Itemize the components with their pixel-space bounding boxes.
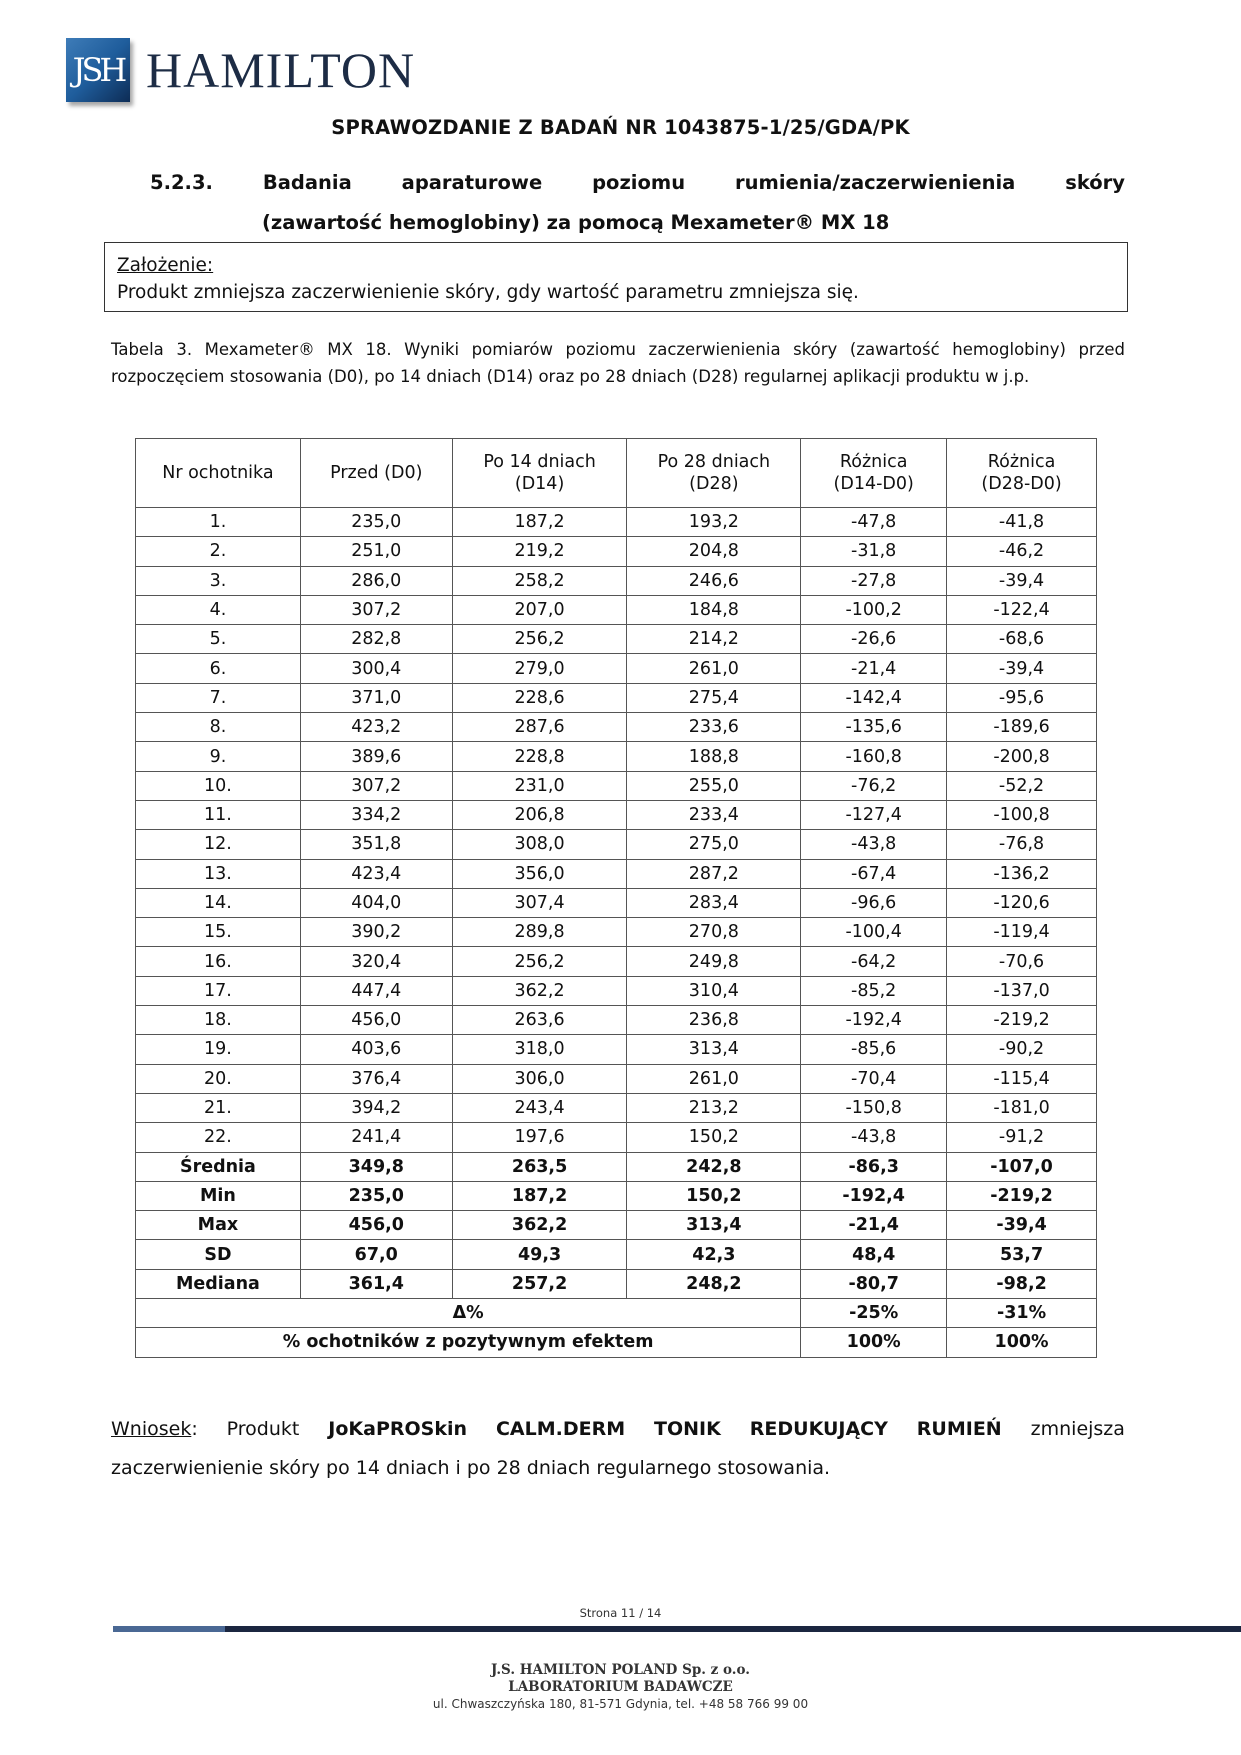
table-cell: 361,4 [300,1269,452,1298]
table-cell: 423,2 [300,713,452,742]
table-cell: -86,3 [801,1152,947,1181]
table-cell: 228,8 [452,742,627,771]
table-cell: -76,2 [801,771,947,800]
table-cell: -31% [947,1299,1097,1328]
table-cell: 389,6 [300,742,452,771]
table-caption: Tabela 3. Mexameter® MX 18. Wyniki pomiarów poziomu zaczerwienienia skóry (zawartość hemoglobiny) przed rozpoczęciem stosowania (D0), po 14 dniach (D14) oraz po 28 dniach (D28) regularnej aplikacji produktu w j.p. [111,340,1125,386]
conclusion-prefix: Produkt [226,1418,300,1440]
table-cell: -90,2 [947,1035,1097,1064]
column-header [947,439,1097,508]
section-heading-line2: (zawartość hemoglobiny) za pomocą Mexameter® MX 18 [262,211,890,234]
table-cell: -46,2 [947,537,1097,566]
table-cell: 376,4 [300,1064,452,1093]
table-cell: -160,8 [801,742,947,771]
section-heading-line1 [150,163,1125,203]
table-cell: -76,8 [947,830,1097,859]
table-cell: -136,2 [947,859,1097,888]
table-cell: -150,8 [801,1093,947,1122]
table-row [136,800,1097,829]
conclusion-line1 [111,1410,1125,1449]
table-cell: -137,0 [947,976,1097,1005]
column-header-line: (D14-D0) [833,474,914,494]
table-cell: -31,8 [801,537,947,566]
table-cell: 7. [136,683,301,712]
table-cell: SD [136,1240,301,1269]
table-cell: 48,4 [801,1240,947,1269]
table-cell: -181,0 [947,1093,1097,1122]
table-cell: -39,4 [947,1211,1097,1240]
table-cell: -80,7 [801,1269,947,1298]
table-cell: 20. [136,1064,301,1093]
table-cell: 256,2 [452,625,627,654]
table-cell: -189,6 [947,713,1097,742]
table-cell: 204,8 [627,537,801,566]
column-header-line: (D28) [689,474,739,494]
conclusion-suffix: zmniejsza [1030,1418,1125,1440]
table-cell: 18. [136,1006,301,1035]
table-cell: -68,6 [947,625,1097,654]
conclusion [111,1410,1125,1488]
column-header [300,439,452,508]
table-cell: 243,4 [452,1093,627,1122]
section-heading [150,163,1125,243]
table-cell: 187,2 [452,508,627,537]
table-cell: 351,8 [300,830,452,859]
table-row [136,1123,1097,1152]
table-cell: 4. [136,595,301,624]
table-cell: -27,8 [801,566,947,595]
table-cell: -85,6 [801,1035,947,1064]
table-cell: -21,4 [801,1211,947,1240]
table-cell: 207,0 [452,595,627,624]
table-cell: 231,0 [452,771,627,800]
table-cell: 275,0 [627,830,801,859]
table-cell: 100% [801,1328,947,1357]
table-cell: 22. [136,1123,301,1152]
footer-lab-name: LABORATORIUM BADAWCZE [508,1679,733,1695]
table-cell: 184,8 [627,595,801,624]
summary-row [136,1328,1097,1357]
table-cell: 187,2 [452,1181,627,1210]
table-cell: 313,4 [627,1035,801,1064]
table-cell: 233,6 [627,713,801,742]
table-cell: 283,4 [627,888,801,917]
table-cell: 270,8 [627,918,801,947]
table-cell: -67,4 [801,859,947,888]
table-cell: 423,4 [300,859,452,888]
conclusion-colon: : [191,1418,198,1440]
footer-company [0,1662,1241,1696]
table-cell: -26,6 [801,625,947,654]
table-cell: 197,6 [452,1123,627,1152]
product-name-word: RUMIEŃ [916,1418,1002,1440]
table-cell: -119,4 [947,918,1097,947]
table-row [136,830,1097,859]
footer-divider-accent [113,1626,225,1632]
results-table [135,438,1097,1358]
table-cell: 17. [136,976,301,1005]
table-cell: 5. [136,625,301,654]
table-cell: 233,4 [627,800,801,829]
table-cell: 49,3 [452,1240,627,1269]
table-cell: -219,2 [947,1181,1097,1210]
table-cell: 263,5 [452,1152,627,1181]
table-row [136,888,1097,917]
table-cell: 235,0 [300,1181,452,1210]
table-cell: -47,8 [801,508,947,537]
table-cell: 219,2 [452,537,627,566]
table-cell: 13. [136,859,301,888]
table-cell: 3. [136,566,301,595]
stat-row [136,1211,1097,1240]
table-cell: 241,4 [300,1123,452,1152]
table-cell: -21,4 [801,654,947,683]
section-title-word: skóry [1065,171,1125,194]
table-row [136,859,1097,888]
table-row [136,947,1097,976]
table-cell: 356,0 [452,859,627,888]
section-title-word: poziomu [592,171,686,194]
table-cell: -95,6 [947,683,1097,712]
table-cell: -52,2 [947,771,1097,800]
table-cell: Δ% [136,1299,801,1328]
table-cell: 14. [136,888,301,917]
section-title-word: Badania [262,171,352,194]
table-cell: 255,0 [627,771,801,800]
section-number: 5.2.3. [150,171,213,194]
table-row [136,1064,1097,1093]
table-cell: 362,2 [452,1211,627,1240]
column-header-line: (D14) [514,474,565,494]
table-cell: 318,0 [452,1035,627,1064]
stat-row [136,1152,1097,1181]
conclusion-line2: zaczerwienienie skóry po 14 dniach i po 28 dniach regularnego stosowania. [111,1457,831,1479]
column-header-line: Po 28 dniach [657,452,771,472]
table-cell: 213,2 [627,1093,801,1122]
footer-divider [113,1626,1241,1632]
table-cell: 256,2 [452,947,627,976]
table-cell: 371,0 [300,683,452,712]
table-row [136,771,1097,800]
table-cell: 2. [136,537,301,566]
table-cell: 16. [136,947,301,976]
report-title: SPRAWOZDANIE Z BADAŃ NR 1043875-1/25/GDA/PK [331,116,910,139]
table-row [136,1035,1097,1064]
table-cell: 9. [136,742,301,771]
table-cell: 248,2 [627,1269,801,1298]
table-cell: 11. [136,800,301,829]
table-cell: 390,2 [300,918,452,947]
table-cell: 100% [947,1328,1097,1357]
product-name-word: CALM.DERM [495,1418,626,1440]
table-cell: -192,4 [801,1006,947,1035]
table-cell: 403,6 [300,1035,452,1064]
assumption-label: Założenie: [117,255,214,276]
table-cell: Max [136,1211,301,1240]
stat-row [136,1240,1097,1269]
column-header-line: Różnica [839,452,908,472]
table-cell: -64,2 [801,947,947,976]
summary-row [136,1299,1097,1328]
table-cell: -43,8 [801,1123,947,1152]
table-cell: 320,4 [300,947,452,976]
table-row [136,742,1097,771]
column-header-line: Różnica [987,452,1056,472]
table-cell: 282,8 [300,625,452,654]
table-cell: 228,6 [452,683,627,712]
table-cell: 261,0 [627,1064,801,1093]
table-cell: 307,4 [452,888,627,917]
table-cell: 394,2 [300,1093,452,1122]
table-cell: 53,7 [947,1240,1097,1269]
table-row [136,654,1097,683]
column-header [627,439,801,508]
assumption-box [104,242,1128,312]
table-cell: -43,8 [801,830,947,859]
table-cell: -39,4 [947,566,1097,595]
table-cell: 21. [136,1093,301,1122]
table-row [136,566,1097,595]
table-row [136,595,1097,624]
table-cell: -192,4 [801,1181,947,1210]
table-cell: 313,4 [627,1211,801,1240]
table-cell: 306,0 [452,1064,627,1093]
table-cell: 263,6 [452,1006,627,1035]
table-cell: 214,2 [627,625,801,654]
table-cell: -25% [801,1299,947,1328]
table-cell: 246,6 [627,566,801,595]
table-cell: % ochotników z pozytywnym efektem [136,1328,801,1357]
table-cell: 257,2 [452,1269,627,1298]
table-cell: -127,4 [801,800,947,829]
table-cell: -115,4 [947,1064,1097,1093]
table-cell: 6. [136,654,301,683]
table-cell: -91,2 [947,1123,1097,1152]
table-cell: 287,6 [452,713,627,742]
table-cell: -219,2 [947,1006,1097,1035]
table-cell: 404,0 [300,888,452,917]
table-cell: 275,4 [627,683,801,712]
table-cell: 15. [136,918,301,947]
table-cell: -98,2 [947,1269,1097,1298]
table-cell: -200,8 [947,742,1097,771]
table-cell: 279,0 [452,654,627,683]
table-cell: Średnia [136,1152,301,1181]
table-cell: -39,4 [947,654,1097,683]
conclusion-label: Wniosek [111,1418,192,1440]
table-cell: 1. [136,508,301,537]
table-cell: 251,0 [300,537,452,566]
table-cell: 456,0 [300,1211,452,1240]
table-cell: -122,4 [947,595,1097,624]
table-cell: 188,8 [627,742,801,771]
table-cell: 456,0 [300,1006,452,1035]
table-cell: 289,8 [452,918,627,947]
table-cell: 310,4 [627,976,801,1005]
stat-row [136,1269,1097,1298]
table-cell: 235,0 [300,508,452,537]
footer-address: ul. Chwaszczyńska 180, 81-571 Gdynia, tel. +48 58 766 99 00 [432,1697,809,1711]
assumption-text: Produkt zmniejsza zaczerwienienie skóry, gdy wartość parametru zmniejsza się. [117,282,859,303]
table-cell: Mediana [136,1269,301,1298]
table-cell: 8. [136,713,301,742]
stat-row [136,1181,1097,1210]
column-header [801,439,947,508]
table-cell: -100,8 [947,800,1097,829]
table-row [136,1093,1097,1122]
product-name-word: JoKaPROSkin [328,1418,468,1440]
table-cell: 349,8 [300,1152,452,1181]
table-cell: -100,4 [801,918,947,947]
table-cell: 150,2 [627,1181,801,1210]
table-cell: 258,2 [452,566,627,595]
table-row [136,683,1097,712]
table-cell: -70,6 [947,947,1097,976]
table-cell: -135,6 [801,713,947,742]
table-cell: -70,4 [801,1064,947,1093]
table-cell: 67,0 [300,1240,452,1269]
table-cell: 10. [136,771,301,800]
table-cell: 242,8 [627,1152,801,1181]
table-cell: -120,6 [947,888,1097,917]
table-cell: 236,8 [627,1006,801,1035]
column-header [452,439,627,508]
table-cell: 286,0 [300,566,452,595]
section-title-word: aparaturowe [401,171,543,194]
table-cell: 19. [136,1035,301,1064]
product-name-word: REDUKUJĄCY [749,1418,888,1440]
table-row [136,918,1097,947]
table-cell: 307,2 [300,771,452,800]
table-row [136,508,1097,537]
table-cell: -85,2 [801,976,947,1005]
column-header-line: Przed (D0) [330,463,423,483]
table-row [136,713,1097,742]
footer-company-name: J.S. HAMILTON POLAND Sp. z o.o. [491,1662,750,1678]
product-name-word: TONIK [654,1418,721,1440]
table-cell: 300,4 [300,654,452,683]
column-header-line: Nr ochotnika [162,463,274,483]
table-cell: 447,4 [300,976,452,1005]
section-title-word: rumienia/zaczerwienienia [735,171,1016,194]
table-cell: 362,2 [452,976,627,1005]
column-header-line: Po 14 dniach [483,452,596,472]
logo-mark-icon: JSH [66,38,130,102]
table-row [136,625,1097,654]
table-cell: 287,2 [627,859,801,888]
table-row [136,1006,1097,1035]
table-header-row [136,439,1097,508]
table-cell: 261,0 [627,654,801,683]
logo-text: HAMILTON [146,42,416,98]
table-cell: 193,2 [627,508,801,537]
conclusion-lead [111,1410,198,1449]
table-cell: -41,8 [947,508,1097,537]
table-cell: 307,2 [300,595,452,624]
column-header [136,439,301,508]
page-number: Strona 11 / 14 [579,1606,662,1620]
table-cell: 42,3 [627,1240,801,1269]
table-cell: 308,0 [452,830,627,859]
table-cell: Min [136,1181,301,1210]
table-row [136,537,1097,566]
table-cell: -96,6 [801,888,947,917]
table-cell: 150,2 [627,1123,801,1152]
table-cell: -142,4 [801,683,947,712]
table-cell: -107,0 [947,1152,1097,1181]
table-cell: 206,8 [452,800,627,829]
company-logo [66,38,415,102]
table-cell: 249,8 [627,947,801,976]
table-row [136,976,1097,1005]
table-cell: 334,2 [300,800,452,829]
column-header-line: (D28-D0) [981,474,1062,494]
table-cell: -100,2 [801,595,947,624]
table-cell: 12. [136,830,301,859]
